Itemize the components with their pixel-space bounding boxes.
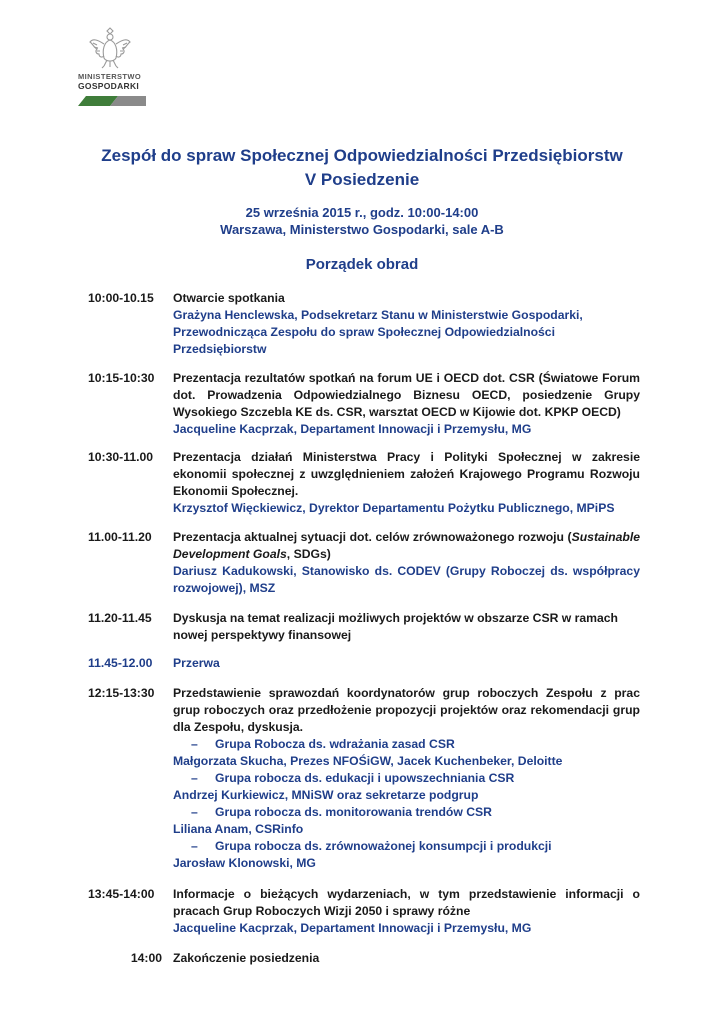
agenda-text [173, 529, 640, 563]
working-group-people: Małgorzata Skucha, Prezes NFOŚiGW, Jacek Kuchenbeker, Deloitte [173, 754, 563, 768]
working-group [173, 838, 640, 855]
document-title: Zespół do spraw Społecznej Odpowiedzialności Przedsiębiorstw [101, 146, 623, 165]
agenda-text: Przerwa [173, 656, 220, 670]
working-group-name: Grupa robocza ds. edukacji i upowszechniania CSR [215, 771, 515, 785]
agenda-text-part: , SDGs) [286, 547, 331, 561]
agenda-time: 11.20-11.45 [88, 611, 152, 625]
working-group [173, 770, 640, 787]
agenda-heading: Porządek obrad [305, 256, 419, 273]
working-group-name: Grupa Robocza ds. wdrażania zasad CSR [215, 737, 455, 751]
agenda-time: 12:15-13:30 [88, 686, 155, 700]
agenda-text: Dyskusja na temat realizacji możliwych projektów w obszarze CSR w ramach nowej perspektywy finansowej [173, 611, 618, 642]
dash-icon: – [191, 737, 198, 751]
agenda-time: 10:00-10.15 [88, 291, 154, 305]
agenda-time: 11.00-11.20 [88, 530, 152, 544]
ministry-logo [78, 24, 150, 114]
agenda-text: Informacje o bieżących wydarzeniach, w tym przedstawienie informacji o pracach Grup Roboczych Wizji 2050 i sprawy różne [173, 887, 640, 918]
dash-icon: – [191, 771, 198, 785]
logo-line-1: MINISTERSTWO [78, 72, 142, 81]
dash-icon: – [191, 839, 198, 853]
agenda-time: 14:00 [130, 951, 162, 965]
agenda-speaker: Jacqueline Kacprzak, Departament Innowacji i Przemysłu, MG [173, 921, 532, 935]
meeting-date: 25 września 2015 r., godz. 10:00-14:00 [245, 205, 479, 220]
agenda-text: Zakończenie posiedzenia [173, 951, 320, 965]
agenda-speaker: Jacqueline Kacprzak, Departament Innowacji i Przemysłu, MG [173, 422, 532, 436]
agenda-speaker: Dariusz Kadukowski, Stanowisko ds. CODEV (Grupy Roboczej ds. współpracy rozwojowej), MSZ [173, 564, 640, 595]
eagle-emblem-icon [88, 24, 132, 70]
working-group-people: Jarosław Klonowski, MG [173, 856, 316, 870]
agenda-speaker: Grażyna Henclewska, Podsekretarz Stanu w Ministerstwie Gospodarki, Przewodnicząca Zespołu do spraw Społecznej Odpowiedzialności Przedsiębiorstw [173, 308, 583, 356]
agenda-text: Prezentacja rezultatów spotkań na forum UE i OECD dot. CSR (Światowe Forum dot. Prowadzenia Odpowiedzialnego Biznesu OECD, posiedzenie Grupy Wysokiego Szczebla KE ds. CSR, warsztat OECD w Kijowie dot. KPKP OECD) [173, 371, 640, 419]
agenda-text: Prezentacja działań Ministerstwa Pracy i Polityki Społecznej w zakresie ekonomii społecznej z uwzględnieniem założeń Krajowego Programu Rozwoju Ekonomii Społecznej. [173, 450, 640, 498]
agenda-time: 13:45-14:00 [88, 887, 155, 901]
agenda-time: 11.45-12.00 [88, 656, 153, 670]
working-group-people: Andrzej Kurkiewicz, MNiSW oraz sekretarze podgrup [173, 788, 479, 802]
document-subtitle: V Posiedzenie [304, 170, 420, 189]
agenda-text: Otwarcie spotkania [173, 291, 285, 305]
agenda-time: 10:30-11.00 [88, 450, 154, 464]
agenda-text: Przedstawienie sprawozdań koordynatorów grup roboczych Zespołu z prac grup roboczych oraz przedłożenie propozycji projektów oraz rekomendacji grup dla Zespołu, dyskusja. [173, 686, 640, 734]
working-group-name: Grupa robocza ds. zrównoważonej konsumpcji i produkcji [215, 839, 552, 853]
logo-line-2: GOSPODARKI [78, 81, 140, 91]
working-group [173, 736, 640, 753]
working-group-name: Grupa robocza ds. monitorowania trendów CSR [215, 805, 492, 819]
meeting-place: Warszawa, Ministerstwo Gospodarki, sale A-B [220, 222, 504, 237]
agenda-text-part: Prezentacja aktualnej sytuacji dot. celów zrównoważonego rozwoju ( [173, 530, 572, 544]
logo-stripe [78, 96, 146, 106]
agenda-speaker: Krzysztof Więckiewicz, Dyrektor Departamentu Pożytku Publicznego, MPiPS [173, 501, 615, 515]
dash-icon: – [191, 805, 198, 819]
agenda-text-italic: Sustainable Development Goals [173, 530, 640, 561]
agenda-time: 10:15-10:30 [88, 371, 155, 385]
working-group [173, 804, 640, 821]
working-group-people: Liliana Anam, CSRinfo [173, 822, 304, 836]
